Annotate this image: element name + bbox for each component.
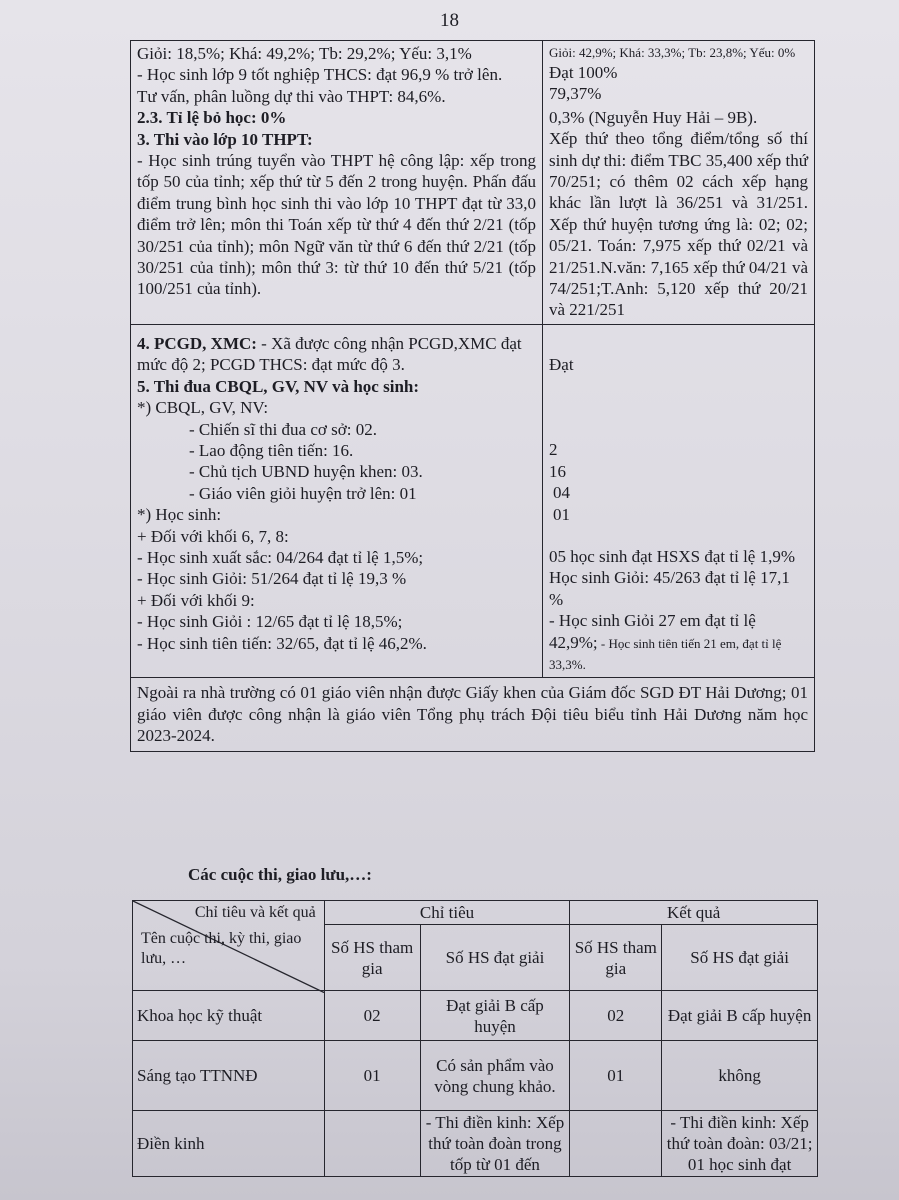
diagonal-header-top: Chỉ tiêu và kết quả	[194, 904, 316, 921]
grade9-advanced-target: - Học sinh tiên tiến: 32/65, đạt tỉ lệ 46,2%.	[137, 633, 427, 653]
grade-distribution-result: Giỏi: 42,9%; Khá: 33,3%; Tb: 23,8%; Yếu: 0%	[549, 45, 796, 60]
excellent-students-result: 05 học sinh đạt HSXS đạt tỉ lệ 1,9%	[549, 546, 796, 566]
staff-item-commendation: - Chủ tịch UBND huyện khen: 03.	[189, 462, 423, 482]
target-winners: Đạt giải B cấp huyện	[420, 991, 570, 1041]
staff-result-commendation: 04	[553, 483, 570, 503]
students-heading: *) Học sinh:	[137, 505, 222, 525]
target-winners: Có sản phẩm vào vòng chung khảo.	[420, 1041, 570, 1111]
dropout-result: 0,3% (Nguyễn Huy Hải – 9B).	[549, 107, 758, 127]
staff-result-good-teacher: 01	[553, 504, 570, 524]
table-row	[133, 1111, 818, 1177]
target-column	[131, 325, 543, 677]
grade-distribution-target: Giỏi: 18,5%; Khá: 49,2%; Tb: 29,2%; Yếu: 3,1%	[137, 44, 472, 63]
grade9-result	[549, 610, 808, 674]
graduation-target: - Học sinh lớp 9 tốt nghiệp THCS: đạt 96,9 % trở lên.	[137, 65, 503, 85]
result-participants: 01	[570, 1041, 662, 1111]
table-row	[133, 1041, 818, 1111]
target-participants: 02	[324, 991, 420, 1041]
pcgd-heading: 4. PCGD, XMC:	[137, 333, 257, 353]
result-column	[543, 325, 814, 677]
diagonal-header-cell	[133, 901, 325, 991]
grade9-good-result: - Học sinh Giỏi 27 em đạt tỉ lệ 42,9%;	[549, 611, 756, 652]
contests-heading: Các cuộc thi, giao lưu,…:	[188, 865, 372, 884]
target-participants-header: Số HS tham gia	[324, 925, 420, 991]
result-winners-header: Số HS đạt giải	[662, 925, 818, 991]
results-table	[130, 40, 815, 752]
result-group-header: Kết quả	[570, 901, 818, 925]
graduation-result: Đạt 100%	[549, 63, 618, 82]
table-row-recognition	[131, 325, 814, 678]
contest-name: Điền kinh	[133, 1111, 325, 1177]
result-winners: không	[662, 1041, 818, 1111]
excellent-students-target: - Học sinh xuất sắc: 04/264 đạt tỉ lệ 1,5%;	[137, 547, 424, 567]
contests-table	[132, 900, 818, 1177]
page-number: 18	[440, 10, 459, 31]
result-winners: - Thi điền kinh: Xếp thứ toàn đoàn: 03/21; 01 học sinh đạt	[662, 1111, 818, 1177]
diagonal-header-bottom: Tên cuộc thi, kỳ thi, giao lưu, …	[141, 930, 302, 967]
target-winners-header: Số HS đạt giải	[420, 925, 570, 991]
result-winners: Đạt giải B cấp huyện	[662, 991, 818, 1041]
staff-item-advanced: - Lao động tiên tiến: 16.	[189, 440, 354, 460]
result-participants: 02	[570, 991, 662, 1041]
grade9-good-target: - Học sinh Giỏi : 12/65 đạt tỉ lệ 18,5%;	[137, 612, 403, 632]
pcgd-text: - Xã được công nhận PCGD,XMC đạt mức độ 2; PCGD THCS: đạt mức độ 3.	[137, 333, 522, 375]
staff-item-emulation: - Chiến sĩ thi đua cơ sở: 02.	[189, 419, 377, 439]
target-participants: 01	[324, 1041, 420, 1111]
pcgd-result: Đạt	[549, 354, 574, 374]
result-column	[543, 41, 814, 324]
result-participants	[570, 1111, 662, 1177]
table-header-row	[133, 901, 818, 925]
target-group-header: Chỉ tiêu	[324, 901, 570, 925]
table-row-note	[131, 678, 814, 750]
grades-678-heading: + Đối với khối 6, 7, 8:	[137, 526, 289, 546]
result-participants-header: Số HS tham gia	[570, 925, 662, 991]
note-text: Ngoài ra nhà trường có 01 giáo viên nhận được Giấy khen của Giám đốc SGD ĐT Hải Dương; 01 giáo viên được công nhận là giáo viên Tổng phụ trách Đội tiêu biểu tỉnh Hải Dương năm học 2023-2024.	[137, 683, 808, 746]
streaming-target: Tư vấn, phân luồng dự thi vào THPT: 84,6%.	[137, 86, 446, 106]
target-column	[131, 41, 543, 324]
grade10-exam-result: Xếp thứ theo tổng điểm/tổng số thí sinh dự thi: điểm TBC 35,400 xếp thứ 70/251; có thêm 02 cách xếp hạng khác lần lượt là 36/251 và 31/251. Xếp thứ huyện tương ứng là: 02; 02; 05/21. Toán: 7,975 xếp thứ 02/21 và 21/251.N.văn: 7,165 xếp thứ 04/21 và 74/251;T.Anh: 5,120 xếp thứ 20/21 và 221/251	[549, 129, 808, 320]
grade9-advanced-result: - Học sinh tiên tiến 21 em, đạt tỉ lệ 33,3%.	[549, 635, 782, 672]
pcgd-target	[137, 333, 536, 376]
grade10-exam-target: - Học sinh trúng tuyển vào THPT hệ công lập: xếp trong tốp 50 của tỉnh; xếp thứ từ 5 đến 2 trong huyện. Phấn đấu điểm trung bình học sinh thi vào lớp 10 THPT đạt từ 33,0 điểm trở lên; môn thi Toán xếp từ thứ 4 đến thứ 2/21 (tốp 30/251 của tỉnh); môn Ngữ văn từ thứ 6 đến thứ 2/21 (tốp 30/251 của tỉnh); môn thứ 3: từ thứ 10 đến thứ 5/21 (tốp 100/251 của tỉnh).	[137, 151, 536, 299]
table-row	[133, 991, 818, 1041]
emulation-heading: 5. Thi đua CBQL, GV, NV và học sinh:	[137, 376, 420, 396]
streaming-result: 79,37%	[549, 84, 602, 104]
grade-9-heading: + Đối với khối 9:	[137, 590, 255, 610]
dropout-heading: 2.3. Tỉ lệ bỏ học: 0%	[137, 108, 287, 128]
good-students-result: Học sinh Giỏi: 45/263 đạt tỉ lệ 17,1 %	[549, 568, 790, 609]
contest-name: Khoa học kỹ thuật	[133, 991, 325, 1041]
table-row-academic	[131, 41, 814, 325]
staff-heading: *) CBQL, GV, NV:	[137, 398, 269, 418]
target-participants	[324, 1111, 420, 1177]
contest-name: Sáng tạo TTNNĐ	[133, 1041, 325, 1111]
grade10-exam-heading: 3. Thi vào lớp 10 THPT:	[137, 129, 313, 149]
good-students-target: - Học sinh Giỏi: 51/264 đạt tỉ lệ 19,3 %	[137, 569, 407, 589]
staff-result-emulation: 2	[549, 440, 558, 460]
staff-item-good-teacher: - Giáo viên giỏi huyện trở lên: 01	[189, 483, 417, 503]
target-winners: - Thi điền kinh: Xếp thứ toàn đoàn trong tốp từ 01 đến	[420, 1111, 570, 1177]
staff-result-advanced: 16	[549, 461, 566, 481]
